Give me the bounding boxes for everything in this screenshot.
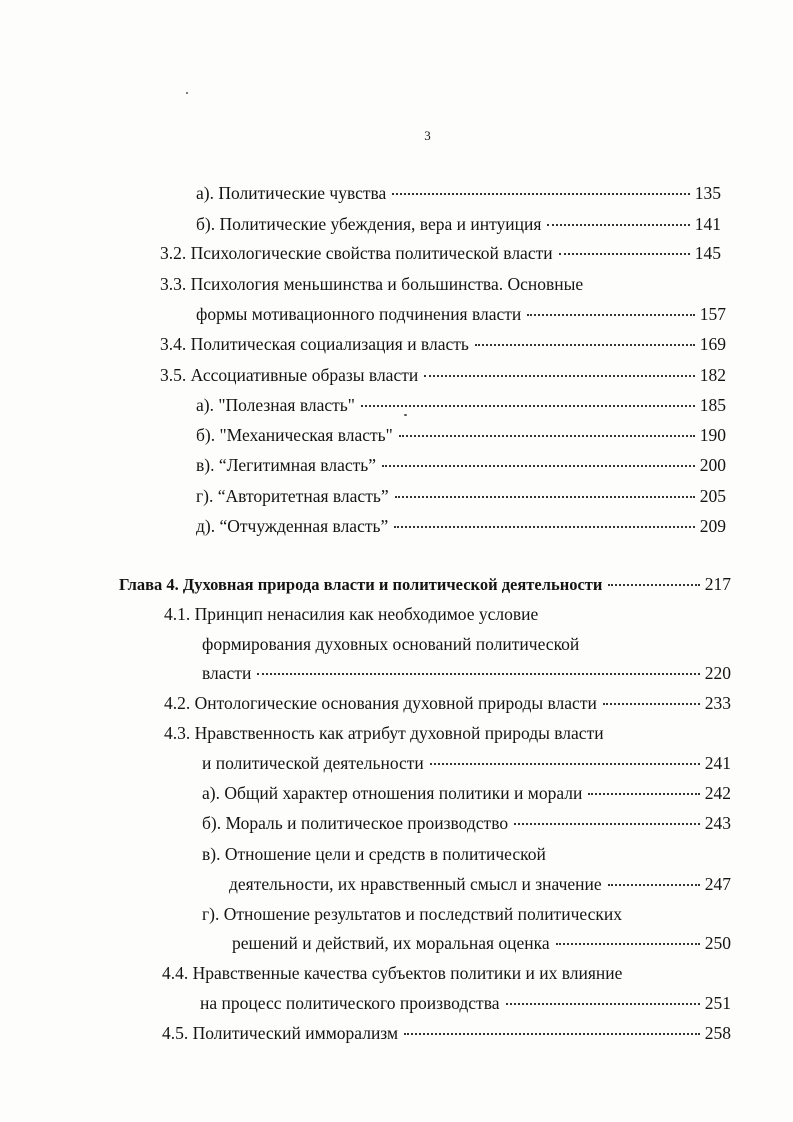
- toc-entry-page: 233: [704, 693, 731, 713]
- toc-entry-page: 209: [699, 516, 726, 536]
- toc-entry[interactable]: [202, 662, 731, 684]
- leader-dots: [361, 404, 695, 407]
- toc-entry-page: 190: [699, 425, 726, 445]
- toc-entry-title: в). “Легитимная власть”: [196, 455, 377, 475]
- chapter-heading[interactable]: [119, 573, 731, 596]
- toc-entry-page: 251: [704, 993, 731, 1013]
- toc-entry-title: 3.4. Политическая социализация и власть: [160, 334, 469, 354]
- toc-entry-title: б). "Механическая власть": [196, 425, 393, 445]
- toc-entry[interactable]: [202, 782, 731, 804]
- toc-entry[interactable]: [196, 213, 721, 235]
- leader-dots: [475, 343, 695, 346]
- toc-entry-title: б). Политические убеждения, вера и интуиция: [196, 214, 542, 234]
- chapter-title: Глава 4. Духовная природа власти и политической деятельности: [119, 575, 603, 594]
- leader-dots: [430, 762, 700, 765]
- toc-entry[interactable]: [232, 932, 731, 954]
- leader-dots: [514, 822, 700, 825]
- leader-dots: [404, 1032, 700, 1035]
- toc-entry-page: 247: [704, 874, 731, 894]
- toc-entry[interactable]: [196, 394, 726, 416]
- chapter-page: 217: [704, 574, 731, 594]
- leader-dots: [608, 583, 699, 586]
- toc-entry-line: г). Отношение результатов и последствий политических: [202, 904, 622, 924]
- toc-entry[interactable]: [202, 812, 731, 834]
- toc-entry[interactable]: [160, 364, 726, 386]
- toc-entry-title: деятельности, их нравственный смысл и значение: [229, 874, 602, 894]
- toc-entry-page: 250: [704, 933, 731, 953]
- toc-entry-page: 200: [699, 455, 726, 475]
- toc-entry-page: 220: [704, 663, 731, 683]
- leader-dots: [527, 313, 694, 316]
- toc-entry-page: 258: [704, 1023, 731, 1043]
- leader-dots: [395, 495, 695, 498]
- toc-entry-page: 145: [694, 243, 721, 263]
- leader-dots: [603, 702, 700, 705]
- toc-entry[interactable]: [196, 182, 721, 204]
- leader-dots: [424, 374, 695, 377]
- toc-entry-line: 4.1. Принцип ненасилия как необходимое условие: [164, 604, 539, 624]
- toc-entry[interactable]: [160, 242, 721, 264]
- leader-dots: [547, 223, 689, 226]
- toc-entry-title: а). Общий характер отношения политики и морали: [202, 783, 583, 803]
- leader-dots: [556, 942, 700, 945]
- toc-entry-title: на процесс политического производства: [200, 993, 500, 1013]
- leader-dots: [588, 792, 699, 795]
- toc-entry-title: и политической деятельности: [202, 753, 424, 773]
- toc-entry-title: б). Мораль и политическое производство: [202, 813, 509, 833]
- toc-entry-page: 182: [699, 365, 726, 385]
- toc-entry-title: 3.2. Психологические свойства политической власти: [160, 243, 553, 263]
- toc-entry-page: 157: [699, 304, 726, 324]
- scan-speck: [186, 92, 188, 94]
- toc-entry-page: 205: [699, 486, 726, 506]
- toc-entry-title: 4.2. Онтологические основания духовной природы власти: [164, 693, 597, 713]
- toc-entry-title: 4.5. Политический имморализм: [162, 1023, 399, 1043]
- toc-entry-page: 242: [704, 783, 731, 803]
- toc-entry-page: 185: [699, 395, 726, 415]
- leader-dots: [399, 434, 695, 437]
- toc-entry[interactable]: [196, 424, 726, 446]
- toc-entry[interactable]: [196, 515, 726, 537]
- leader-dots: [394, 525, 695, 528]
- leader-dots: [382, 464, 695, 467]
- page-number: 3: [424, 128, 431, 143]
- toc-entry-title: 3.5. Ассоциативные образы власти: [160, 365, 419, 385]
- toc-entry-page: 169: [699, 334, 726, 354]
- toc-entry-page: 241: [704, 753, 731, 773]
- toc-entry-line: 4.4. Нравственные качества субъектов политики и их влияние: [162, 963, 623, 983]
- toc-entry[interactable]: [164, 692, 731, 714]
- toc-entry[interactable]: [200, 992, 731, 1014]
- toc-entry-line: в). Отношение цели и средств в политической: [202, 844, 546, 864]
- toc-entry-title: власти: [202, 663, 252, 683]
- toc-entry-page: 243: [704, 813, 731, 833]
- leader-dots: [392, 192, 689, 195]
- leader-dots: [257, 672, 699, 675]
- leader-dots: [608, 883, 700, 886]
- toc-entry-line: 3.3. Психология меньшинства и большинства. Основные: [160, 274, 584, 294]
- leader-dots: [559, 252, 690, 255]
- toc-entry-title: г). “Авторитетная власть”: [196, 486, 389, 506]
- toc-entry-title: д). “Отчужденная власть”: [196, 516, 389, 536]
- toc-entry-title: а). "Полезная власть": [196, 395, 355, 415]
- toc-entry-page: 135: [694, 183, 721, 203]
- toc-entry[interactable]: [196, 454, 726, 476]
- toc-entry[interactable]: [229, 873, 731, 895]
- toc-entry[interactable]: [160, 333, 726, 355]
- toc-entry-page: 141: [694, 214, 721, 234]
- toc-entry[interactable]: [202, 752, 731, 774]
- toc-entry-title: формы мотивационного подчинения власти: [196, 304, 522, 324]
- toc-entry-line: 4.3. Нравственность как атрибут духовной природы власти: [164, 723, 604, 743]
- toc-entry[interactable]: [196, 303, 726, 325]
- toc-entry-line: формирования духовных оснований политической: [202, 634, 580, 654]
- toc-entry[interactable]: [162, 1022, 731, 1044]
- toc-entry-title: решений и действий, их моральная оценка: [232, 933, 550, 953]
- toc-entry-title: а). Политические чувства: [196, 183, 387, 203]
- toc-entry[interactable]: [196, 485, 726, 507]
- leader-dots: [506, 1002, 700, 1005]
